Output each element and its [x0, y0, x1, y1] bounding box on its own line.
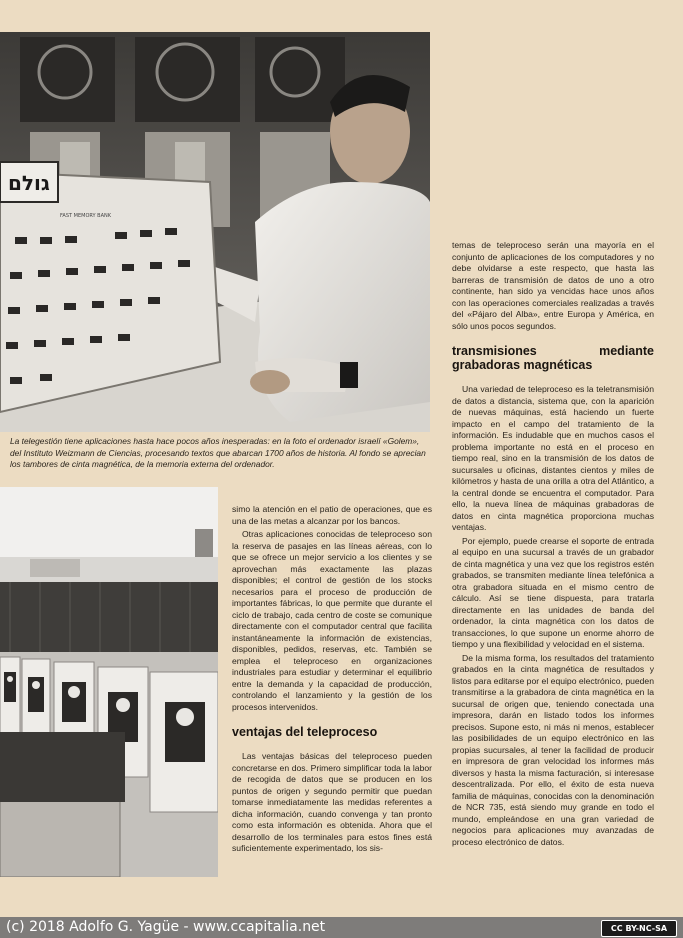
section-heading-transmisiones: transmisiones mediante grabadoras magnéticas — [452, 344, 654, 372]
paragraph: simo la atención en el patio de operaciones, que es una de las metas a alcanzar por los bancos. — [232, 504, 432, 526]
copyright-credit: (c) 2018 Adolfo G. Yagüe - www.ccapitalia.net — [6, 919, 326, 935]
paragraph: Otras aplicaciones conocidas de teleproceso son la reserva de pasajes en las líneas aéreas, con lo que se ofrece un mejor servicio a los clientes y se aprovechan más exactamente las plazas disponibles; el control de gestión de los stocks necesarios para el proceso de producción de importantes fábricas, lo que permite que durante el ciclo de trabajo, cada centro de coste se comunique directamente con el computador central que facilita instantáneamente la información de existencias, disponibles, pedidos, reservas, etc. También se emplea el teleproceso en organizaciones industriales para estudiar y determinar el equilibrio entre la demanda y la capacidad de producción, controlando el lanzamiento y la gestión de los procesos intervenidos. — [232, 529, 432, 712]
paragraph: Por ejemplo, puede crearse el soporte de entrada al equipo en una sucursal a través de un grabador de cinta magnética y una vez que los registros estén grabados, se transmiten mediante línea telefónica a otra grabadora situada en el mismo centro de cálculo. Así se tiene dispuesta, para tratarla directamente en las unidades de banda del ordenador, la cinta magnética con los datos de transacciones, lo que supone un enorme ahorro de tiempo y una flexibilidad y velocidad en el sistema. — [452, 535, 654, 649]
text-column-middle — [232, 504, 432, 857]
paragraph: Una variedad de teleproceso es la teletransmisión de datos a distancia, sistema que, con la aparición de nuevas máquinas, está haciendo un fuerte impacto en el campo del tratamiento de la información. Es indudable que en muchos casos el problema importante no está en el proceso en tiempo real, sino en la transmisión de los datos de sucursales u oficinas, distantes cientos y miles de kilómetros y hasta de una orilla a otra del Atlántico, a la central donde se encuentra el computador. Para ello, la nueva línea de máquinas grabadoras de datos en cinta magnética proporciona muchas ventajas. — [452, 384, 654, 532]
paragraph: De la misma forma, los resultados del tratamiento grabados en la cinta magnética de resultados y listos para editarse por el equipo electrónico, pueden transmitirse a la grabadora de cinta magnética en la sucursal de origen que, teniendo conectada una impresora, darán en listado todos los informes precisos. Supone esto, ni más ni menos, establecer las posibilidades de un equipo electrónico en las propias sucursales, al tener la facilidad de producir en impresora de gran velocidad los informes más diversos y hasta la misma facturación, si interesase descentralizada. Por ello, el éxito de esta nueva familia de máquinas, conocidas con la denominación de NCR 735, está siendo muy grande en todo el mundo, empleándose en una gran variedad de negocios para aplicaciones muy avanzadas de proceso electrónico de datos. — [452, 652, 654, 847]
panel-sign-text: גולם — [8, 171, 50, 195]
photo-computer-operator — [0, 32, 430, 432]
cc-license-badge[interactable]: CC BY-NC-SA — [601, 920, 677, 937]
paragraph: Las ventajas básicas del teleproceso pueden concretarse en dos. Primero simplificar toda la labor de recogida de datos que se producen en los puntos de origen y segundo permitir que puedan tomarse inmediatamente las medidas referentes a dicha información, cuando convenga y tan pronto como esta información es obtenida. Ahora que el desarrollo de los terminales para estos fines está suficientemente experimentado, los sis- — [232, 751, 432, 853]
paragraph: temas de teleproceso serán una mayoría en el conjunto de aplicaciones de los computadores y no debe olvidarse a este respecto, que hasta las barreras de transmisión de datos de uno a otro continente, han sido ya vencidas hace unos años con las operaciones comerciales realizadas a través del «Pájaro del Alba», entre Europa y América, en sólo unos pocos segundos. — [452, 240, 654, 331]
section-heading-ventajas: ventajas del teleproceso — [232, 725, 378, 739]
photo-caption: La telegestión tiene aplicaciones hasta hace pocos años inesperadas: en la foto el ordenador israelí «Golem», del Instituto Weizmann de Ciencias, procesando textos que abarcan 1700 años de historia. Al fondo se aprecian los tambores de cinta magnética, de la memoria externa del ordenador. — [10, 436, 426, 469]
footer-bar — [0, 917, 683, 938]
photo-tape-units — [0, 487, 218, 877]
text-column-right — [452, 240, 654, 850]
panel-label-text: FAST MEMORY BANK — [60, 213, 112, 219]
